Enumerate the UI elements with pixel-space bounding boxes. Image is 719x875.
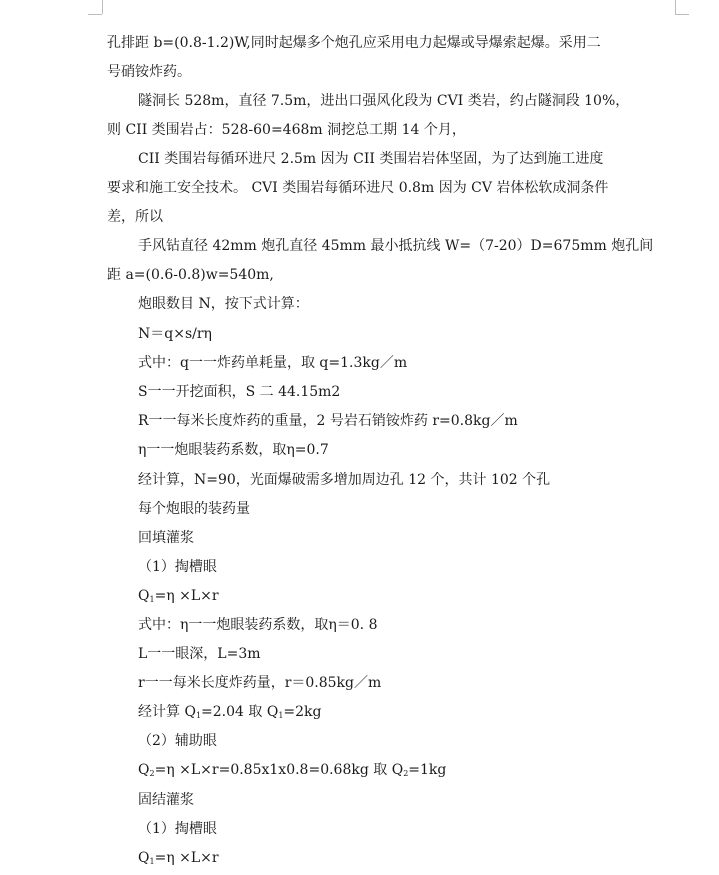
formula-result: =1kg — [408, 762, 447, 778]
calc-q1 — [138, 702, 322, 722]
text-line: 距 a=(0.6-0.8)w=540m, — [107, 267, 274, 283]
text-line: 则 CII 类围岩占：528-60=468m 洞挖总工期 14 个月， — [107, 122, 466, 138]
text-line: CII 类围岩每循环进尺 2.5m 因为 CII 类围岩岩体坚固，为了达到施工进度 — [138, 151, 604, 167]
formula-q2 — [138, 760, 446, 780]
subscript: 2 — [403, 769, 409, 778]
subscript: 1 — [149, 595, 155, 604]
text-line: R一一每米长度炸药的重量，2 号岩石销铵炸药 r=0.8kg／m — [138, 413, 518, 429]
text-line: 回填灌浆 — [138, 530, 194, 546]
text-line: 手风钻直径 42mm 炮孔直径 45mm 最小抵抗线 W=（7-20）D=675mm 炮孔间 — [138, 238, 654, 254]
text-line: 隧洞长 528m，直径 7.5m，进出口强风化段为 CVI 类岩，约占隧洞段 10%， — [138, 93, 630, 109]
text-line: （1）掏槽眼 — [138, 821, 217, 837]
text-line: 式中：η一一炮眼装药系数，取η＝0. 8 — [138, 617, 378, 633]
text-line: 号硝铵炸药。 — [107, 64, 191, 80]
calc-middle: =2.04 取 Q — [201, 704, 279, 720]
text-line: （2）辅助眼 — [138, 733, 217, 749]
text-line: S一一开挖面积，S 二 44.15m2 — [138, 384, 341, 400]
text-line: 差，所以 — [107, 209, 163, 225]
formula-symbol: Q — [138, 762, 150, 778]
text-line: 孔排距 b=(0.8-1.2)W,同时起爆多个炮孔应采用电力起爆或导爆索起爆。采用二 — [107, 35, 601, 51]
page-corner-marker — [675, 0, 676, 14]
text-line: 要求和施工安全技术。 CVI 类围岩每循环进尺 0.8m 因为 CV 岩体松软成洞条件 — [107, 180, 609, 196]
text-line: N＝q×s/rη — [138, 326, 212, 342]
text-line: η一一炮眼装药系数，取η=0.7 — [138, 442, 329, 458]
page-corner-marker — [102, 0, 103, 14]
subscript: 2 — [149, 769, 155, 778]
text-line: 经计算，N=90，光面爆破需多增加周边孔 12 个，共计 102 个孔 — [138, 472, 551, 488]
text-line: 每个炮眼的装药量 — [138, 501, 250, 517]
subscript: 1 — [278, 711, 284, 720]
text-line: （1）掏槽眼 — [138, 559, 217, 575]
calc-suffix: =2kg — [283, 704, 322, 720]
text-line: 式中：q一一炸药单耗量，取 q=1.3kg／m — [138, 355, 408, 371]
page-corner-marker — [675, 14, 689, 15]
formula-symbol: Q — [138, 850, 150, 866]
formula-body: =η ×L×r — [154, 850, 219, 866]
formula-body: =η ×L×r — [154, 588, 219, 604]
formula-q1 — [138, 586, 219, 606]
formula-body: =η ×L×r=0.85x1x0.8=0.68kg 取 Q — [154, 762, 404, 778]
text-line: r一一每米长度炸药量，r＝0.85kg／m — [138, 675, 382, 691]
formula-q1-repeat — [138, 848, 219, 868]
text-line: 固结灌浆 — [138, 792, 194, 808]
subscript: 1 — [149, 857, 155, 866]
subscript: 1 — [195, 711, 202, 720]
page-corner-marker — [88, 14, 102, 15]
text-line: 炮眼数目 N，按下式计算： — [138, 296, 309, 312]
formula-symbol: Q — [138, 588, 150, 604]
text-line: L一一眼深，L=3m — [138, 646, 261, 662]
calc-prefix: 经计算 Q — [138, 704, 196, 720]
